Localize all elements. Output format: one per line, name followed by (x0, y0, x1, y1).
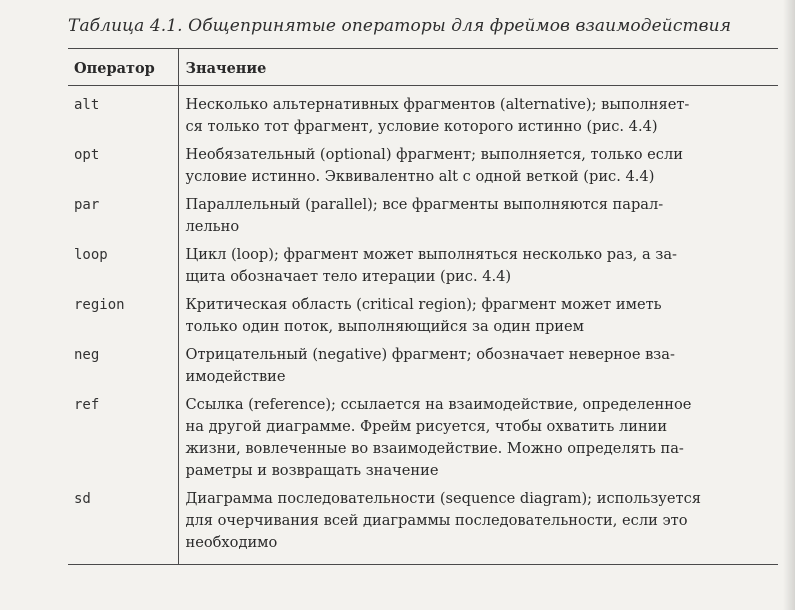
table-row (68, 86, 778, 139)
operator-cell: neg (74, 347, 100, 363)
table-row (68, 338, 778, 388)
operator-cell: region (74, 297, 125, 313)
meaning-line: жизни, вовлеченные во взаимодействие. Можно определять па- (185, 440, 684, 457)
meaning-line: на другой диаграмме. Фрейм рисуется, чтобы охватить линии (185, 418, 668, 435)
operators-table (68, 48, 778, 565)
meaning-line: лельно (185, 218, 240, 235)
operator-cell: ref (74, 397, 100, 413)
meaning-line: Критическая область (critical region); фрагмент может иметь (185, 296, 662, 313)
meaning-cell (178, 86, 778, 139)
table-row (68, 288, 778, 338)
meaning-line: Цикл (loop); фрагмент может выполняться несколько раз, а за- (185, 246, 677, 263)
table-caption: Таблица 4.1. Общепринятые операторы для фреймов взаимодействия (68, 16, 732, 36)
page-edge-shadow (783, 0, 795, 610)
meaning-line: Диаграмма последовательности (sequence diagram); используется (185, 490, 701, 507)
operator-cell: par (74, 197, 100, 213)
meaning-cell (178, 388, 778, 482)
table-header-row (68, 49, 778, 86)
table-row (68, 482, 778, 565)
table-row (68, 138, 778, 188)
meaning-line: только один поток, выполняющийся за один прием (185, 318, 584, 335)
meaning-line: ся только тот фрагмент, условие которого истинно (рис. 4.4) (185, 118, 658, 135)
meaning-cell (178, 188, 778, 238)
meaning-cell (178, 482, 778, 565)
meaning-cell (178, 138, 778, 188)
meaning-line: щита обозначает тело итерации (рис. 4.4) (185, 268, 512, 285)
operator-cell: sd (68, 482, 178, 565)
meaning-line: Отрицательный (negative) фрагмент; обозначает неверное вза- (185, 346, 675, 363)
meaning-line: Ссылка (reference); ссылается на взаимодействие, определенное (185, 396, 692, 413)
column-header-meaning: Значение (178, 49, 778, 86)
meaning-line: Параллельный (parallel); все фрагменты выполняются парал- (185, 196, 664, 213)
operator-cell: alt (74, 97, 100, 113)
column-header-operator: Оператор (68, 49, 178, 86)
meaning-cell (178, 288, 778, 338)
meaning-line: Необязательный (optional) фрагмент; выполняется, только если (185, 146, 683, 163)
meaning-line: условие истинно. Эквивалентно alt с одной веткой (рис. 4.4) (185, 168, 655, 185)
meaning-line: для очерчивания всей диаграммы последовательности, если это (185, 512, 688, 529)
meaning-cell (178, 338, 778, 388)
meaning-cell (178, 238, 778, 288)
meaning-line: имодействие (185, 368, 286, 385)
meaning-line: Несколько альтернативных фрагментов (alternative); выполняет- (185, 96, 690, 113)
operator-cell: loop (74, 247, 108, 263)
operator-cell: opt (74, 147, 100, 163)
table-row (68, 388, 778, 482)
table-row (68, 238, 778, 288)
table-row (68, 188, 778, 238)
meaning-line: необходимо (185, 534, 278, 551)
meaning-line: раметры и возвращать значение (185, 462, 439, 479)
